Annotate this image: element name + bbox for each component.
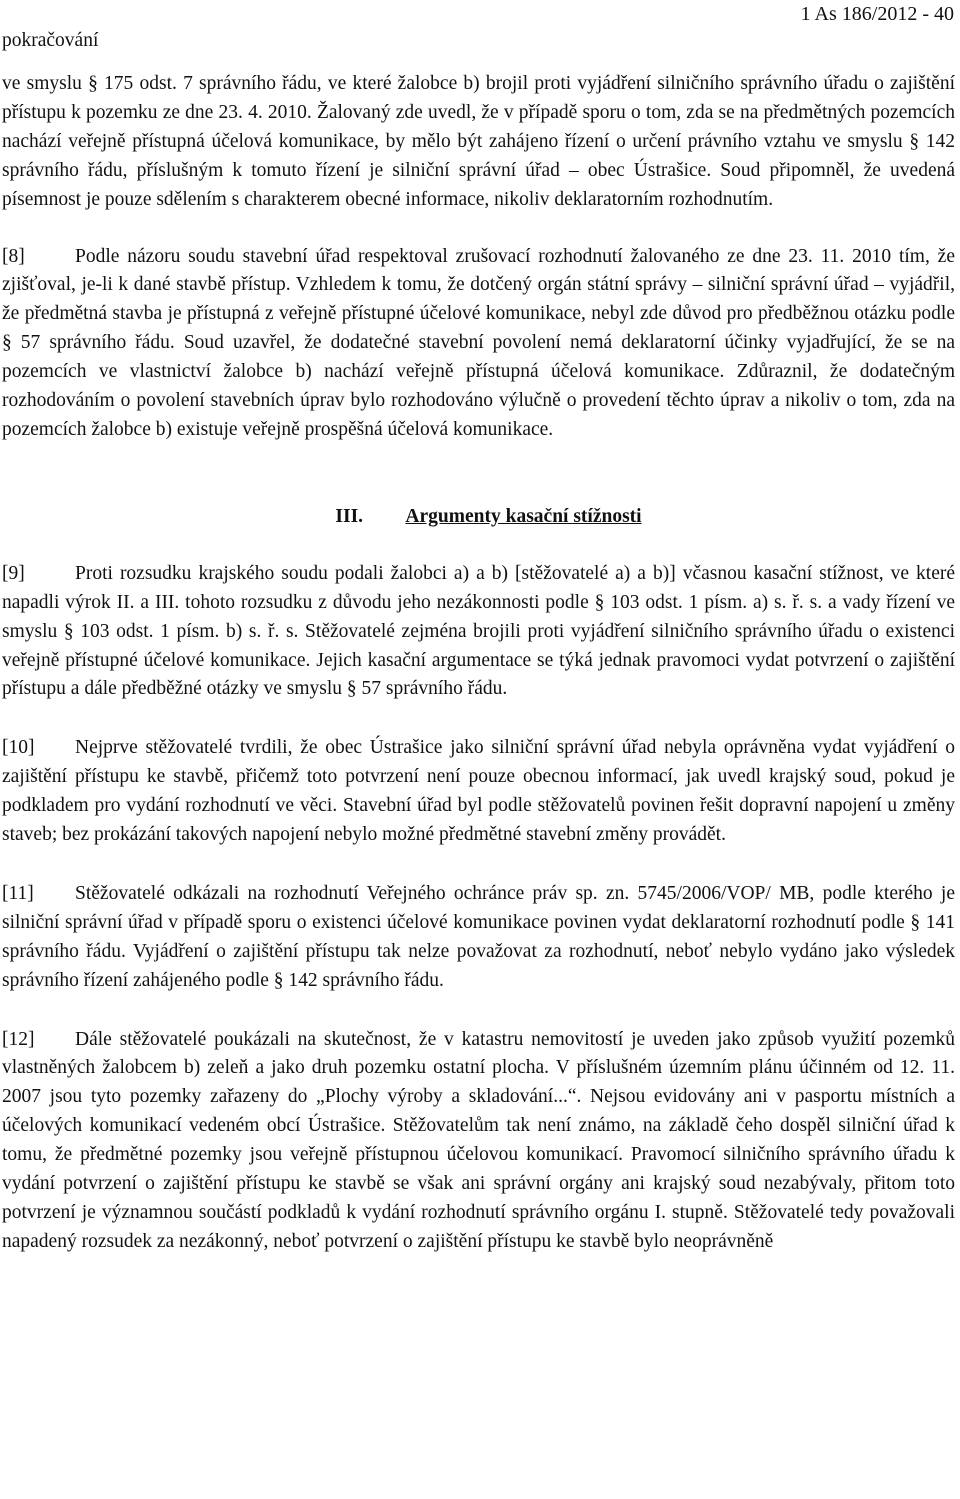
paragraph-text: ve smyslu § 175 odst. 7 správního řádu, ve které žalobce b) brojil proti vyjádření silničního správního úřadu o zajištění přístupu k pozemku ze dne 23. 4. 2010. Žalovaný zde uvedl, že v případě sporu o tom, zda se na předmětných pozemcích nachází veřejně přístupná účelová komunikace, by mělo být zahájeno řízení o určení právního vztahu ve smyslu § 142 správního řádu, příslušným k tomuto řízení je silniční správní úřad – obec Ústrašice. Soud připomněl, že uvedená písemnost je pouze sdělením s charakterem obecné informace, nikoliv deklaratorním rozhodnutím. — [2, 73, 955, 210]
paragraph-8 — [2, 243, 955, 445]
paragraph-text: Nejprve stěžovatelé tvrdili, že obec Ústrašice jako silniční správní úřad nebyla oprávněna vydat vyjádření o zajištění přístupu ke stavbě, přičemž toto potvrzení není pouze obecnou informací, jak uvedl krajský soud, pokud je podkladem pro vydání rozhodnutí ve věci. Stavební úřad byl podle stěžovatelů povinen řešit dopravní napojení u změny staveb; bez prokázání takových napojení nebylo možné předmětné stavební změny provádět. — [2, 737, 955, 846]
paragraph-10 — [2, 734, 955, 850]
paragraph-continued — [2, 70, 955, 215]
paragraph-number: [8] — [2, 245, 25, 267]
paragraph-number: [10] — [2, 737, 35, 759]
section-title: Argumenty kasační stížnosti — [405, 505, 642, 527]
paragraph-number: [12] — [2, 1028, 35, 1050]
document-body — [2, 70, 955, 1257]
paragraph-text: Stěžovatelé odkázali na rozhodnutí Veřejného ochránce práv sp. zn. 5745/2006/VOP/ MB, podle kterého je silniční správní úřad v případě sporu o existenci účelové komunikace povinen vydat deklaratorní rozhodnutí podle § 141 správního řádu. Vyjádření o zajištění přístupu tak nelze považovat za rozhodnutí, neboť nebylo vydáno jako výsledek správního řízení zahájeného podle § 142 správního řádu. — [2, 882, 955, 991]
case-number: 1 As 186/2012 - 40 — [800, 3, 954, 25]
paragraph-text: Dále stěžovatelé poukázali na skutečnost, že v katastru nemovitostí je uveden jako způsob využití pozemků vlastněných žalobcem b) zeleň a jako druh pozemku ostatní plocha. V příslušném územním plánu účinném od 12. 11. 2007 jsou tyto pozemky zařazeny do „Plochy výroby a skladování...“. Nejsou evidovány ani v pasportu místních a účelových komunikací vedeném obcí Ústrašice. Stěžovatelům tak není známo, na základě čeho dospěl silniční úřad k tomu, že předmětné pozemky jsou veřejně přístupnou účelovou komunikací. Pravomocí silničního správního úřadu k vydání potvrzení o zajištění přístupu ke stavbě se však ani správní orgány ani krajský soud nezabývaly, přitom toto potvrzení je významnou součástí podkladů k vydání rozhodnutí správního orgánu I. stupně. Stěžovatelé tedy považovali napadený rozsudek za nezákonný, neboť potvrzení o zajištění přístupu ke stavbě bylo neoprávněně — [2, 1028, 955, 1252]
section-numeral: III. — [335, 505, 364, 527]
paragraph-number: [9] — [2, 562, 25, 584]
paragraph-number: [11] — [2, 882, 34, 904]
paragraph-11 — [2, 880, 955, 996]
paragraph-text: Proti rozsudku krajského soudu podali žalobci a) a b) [stěžovatelé a) a b)] včasnou kasační stížnost, ve které napadli výrok II. a III. tohoto rozsudku z důvodu jeho nezákonnosti podle § 103 odst. 1 písm. a) s. ř. s. a vady řízení ve smyslu § 103 odst. 1 písm. b) s. ř. s. Stěžovatelé zejména brojili proti vyjádření silničního správního úřadu o existenci veřejně přístupné účelové komunikace. Jejich kasační argumentace se týká jednak pravomoci vydat potvrzení o zajištění přístupu a dále předběžné otázky ve smyslu § 57 správního řádu. — [2, 562, 955, 700]
paragraph-9 — [2, 560, 955, 705]
section-heading — [2, 503, 955, 532]
paragraph-text: Podle názoru soudu stavební úřad respektoval zrušovací rozhodnutí žalovaného ze dne 23. 11. 2010 tím, že zjišťoval, je-li k dané stavbě přístup. Vzhledem k tomu, že dotčený orgán státní správy – silniční správní úřad – vyjádřil, že předmětná stavba je přístupná z veřejně přístupné účelové komunikace, nebyl zde důvod pro předběžnou otázku podle § 57 správního řádu. Soud uzavřel, že dodatečné stavební povolení nemá deklaratorní účinky vyjadřující, že se na pozemcích ve vlastnictví žalobce b) nachází veřejně přístupná účelová komunikace. Zdůraznil, že dodatečným rozhodováním o povolení stavebních úprav bylo rozhodováno výlučně o provedení těchto úprav a nikoliv o tom, zda na pozemcích žalobce b) existuje veřejně prospěšná účelová komunikace. — [2, 245, 955, 440]
paragraph-12 — [2, 1026, 955, 1257]
continuation-label: pokračování — [2, 30, 99, 51]
